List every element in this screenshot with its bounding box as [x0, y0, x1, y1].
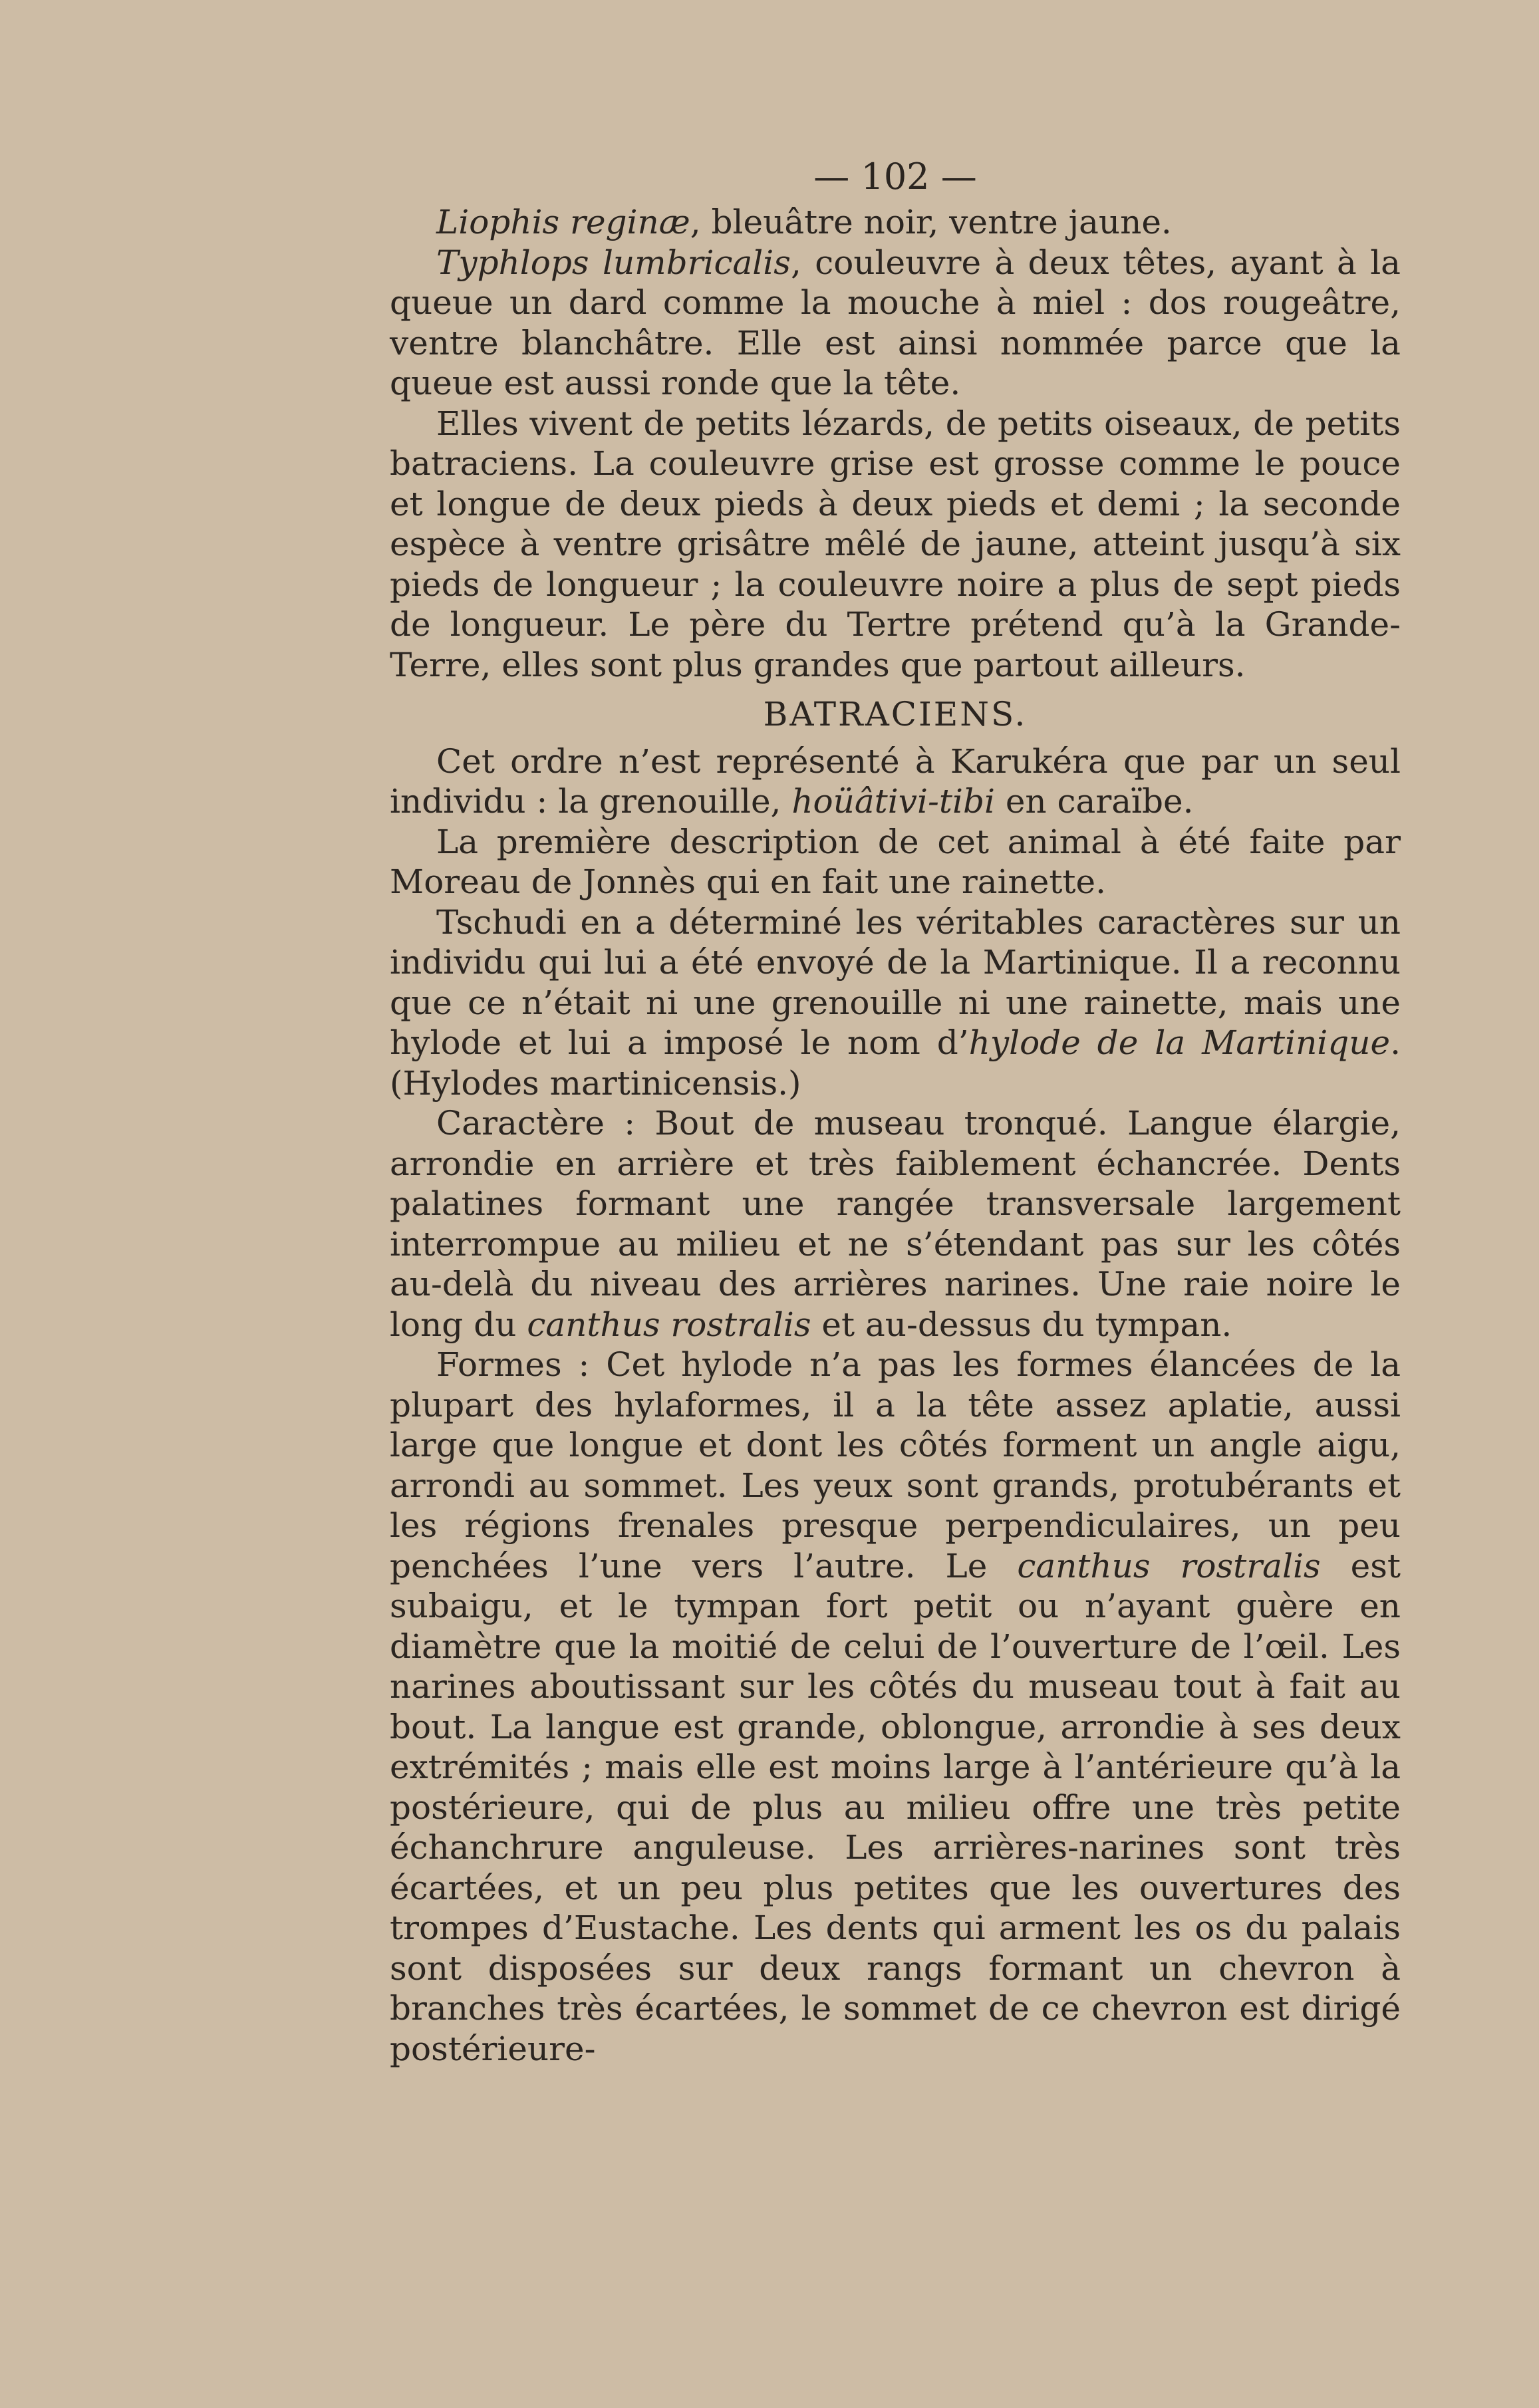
text-run: Elles vivent de petits lézards, de petits oiseaux, de petits batraciens. La couleuvre grise est grosse comme le pouce et longue de deux pieds à deux pieds et demi ; la seconde espèce à ventre grisâtre mêlé de jaune, atteint jusqu’à six pieds de longueur ; la couleuvre noire a plus de sept pieds de longueur. Le père du Tertre prétend qu’à la Grande-Terre, elles sont plus grandes que partout ailleurs. — [390, 404, 1401, 684]
text-run: est subaigu, et le tympan fort petit ou n’ayant guère en diamètre que la moitié de celui de l’ouverture de l’œil. Les narines aboutissant sur les côtés du museau tout à fait au bout. La langue est grande, oblongue, arrondie à ses deux extrémités ; mais elle est moins large à l’antérieure qu’à la postérieure, qui de plus au milieu offre une très petite échanchrure anguleuse. Les arrières-narines sont très écartées, et un peu plus petites que les ouvertures des trompes d’Eustache. Les dents qui arment les os du palais sont disposées sur deux rangs formant un chevron à branches très écartées, le sommet de ce chevron est dirigé postérieure- — [390, 1546, 1401, 2068]
paragraph — [390, 902, 1401, 1104]
text-run: et au-dessus du tympan. — [811, 1305, 1232, 1344]
paragraph — [390, 822, 1401, 902]
text-run: , couleuvre à deux têtes, ayant à la queue un dard comme la mouche à miel : dos rougeâtre, ventre blanchâtre. Elle est ainsi nommée parce que la queue est aussi ronde que la tête. — [390, 243, 1401, 402]
italic-text-run: canthus rostralis — [1017, 1546, 1321, 1585]
text-run: Formes : Cet hylode n’a pas les formes élancées de la plupart des hylaformes, il a la tête assez aplatie, aussi large que longue et dont les côtés forment un angle aigu, arrondi au sommet. Les yeux sont grands, protubérants et les régions frenales presque perpendiculaires, un peu penchées l’une vers l’autre. Le — [390, 1345, 1401, 1585]
section-heading: BATRACIENS. — [763, 695, 1028, 734]
text-run: La première description de cet animal à été faite par Moreau de Jonnès qui en fait une rainette. — [390, 822, 1401, 901]
text-run: Tschudi en a déterminé les véritables caractères sur un individu qui lui a été envoyé de la Martinique. Il a reconnu que ce n’était ni une grenouille ni une rainette, mais une hylode et lui a imposé le nom d’ — [390, 902, 1401, 1062]
paragraph — [390, 243, 1401, 404]
italic-text-run: hoüâtivi-tibi — [791, 782, 995, 821]
paragraph — [390, 202, 1401, 243]
italic-text-run: hylode de la Martinique — [968, 1023, 1391, 1062]
paragraphs-before — [390, 202, 1401, 685]
italic-text-run: Liophis reginæ — [436, 203, 690, 241]
italic-text-run: canthus rostralis — [527, 1305, 811, 1344]
text-run: Caractère : Bout de museau tronqué. Langue élargie, arrondie en arrière et très faiblement échancrée. Dents palatines formant une rangée transversale largement interrompue au milieu et ne s’étendant pas sur les côtés au-delà du niveau des arrières narines. Une raie noire le long du — [390, 1104, 1401, 1344]
page-number: — 102 — — [813, 156, 977, 198]
text-run: . (Hylodes martinicensis.) — [390, 1023, 1401, 1103]
text-run: Cet ordre n’est représenté à Karukéra que par un seul individu : la grenouille, — [390, 741, 1401, 821]
paragraph — [390, 741, 1401, 822]
paragraph — [390, 1103, 1401, 1345]
text-run: en caraïbe. — [994, 782, 1194, 821]
paragraph — [390, 404, 1401, 686]
text-block — [390, 152, 1401, 2069]
italic-text-run: Typhlops lumbricalis — [436, 243, 791, 282]
paragraphs-after — [390, 741, 1401, 2070]
paragraph — [390, 1345, 1401, 2069]
text-run: , bleuâtre noir, ventre jaune. — [690, 203, 1172, 241]
